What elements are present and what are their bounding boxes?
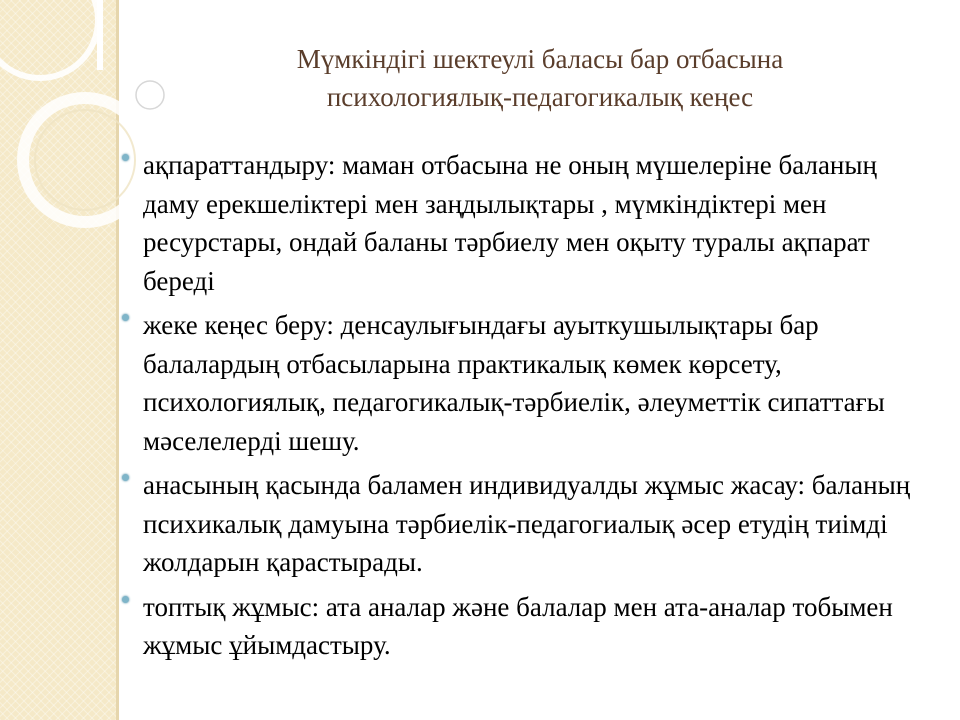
title-line-1: Мүмкіндігі шектеулі баласы бар отбасына [296, 44, 784, 74]
bullet-item-informing [118, 146, 938, 300]
bullet-text: ақпараттандыру: маман отбасына не оның мүшелеріне баланың даму ерекшеліктері мен заңдылықтары , мүмкіндіктері мен ресурстары, ондай баланы тәрбиелу мен оқыту туралы ақпарат береді [143, 150, 877, 296]
bullet-text: анасының қасында баламен индивидуалды жұмыс жасау: баланың психикалық дамуына тәрбиелік-педагогиалық әсер етудің тиімді жолдарын қарастырады. [143, 470, 911, 577]
title-line-2: психологиялық-педагогикалық кеңес [326, 82, 754, 112]
bullet-dot-icon [122, 314, 129, 321]
bullet-item-individual-consulting [118, 306, 938, 460]
decorative-side-band [0, 0, 116, 720]
bullet-item-group-work [118, 588, 938, 665]
bullet-item-individual-work [118, 466, 938, 582]
slide-title [150, 40, 930, 116]
bullet-dot-icon [122, 154, 129, 161]
bullet-text: топтық жұмыс: ата аналар және балалар мен ата-аналар тобымен жұмыс ұйымдастыру. [143, 591, 893, 660]
bullet-dot-icon [122, 596, 129, 603]
bullet-text: жеке кеңес беру: денсаулығындағы ауыткушылықтары бар балалардың отбасыларына практикалық көмек көрсету, психологиялық, педагогикалық-тәрбиелік, әлеуметтік сипаттағы мәселелерді шешу. [143, 310, 885, 456]
bullet-list [118, 146, 938, 671]
bullet-dot-icon [122, 474, 129, 481]
